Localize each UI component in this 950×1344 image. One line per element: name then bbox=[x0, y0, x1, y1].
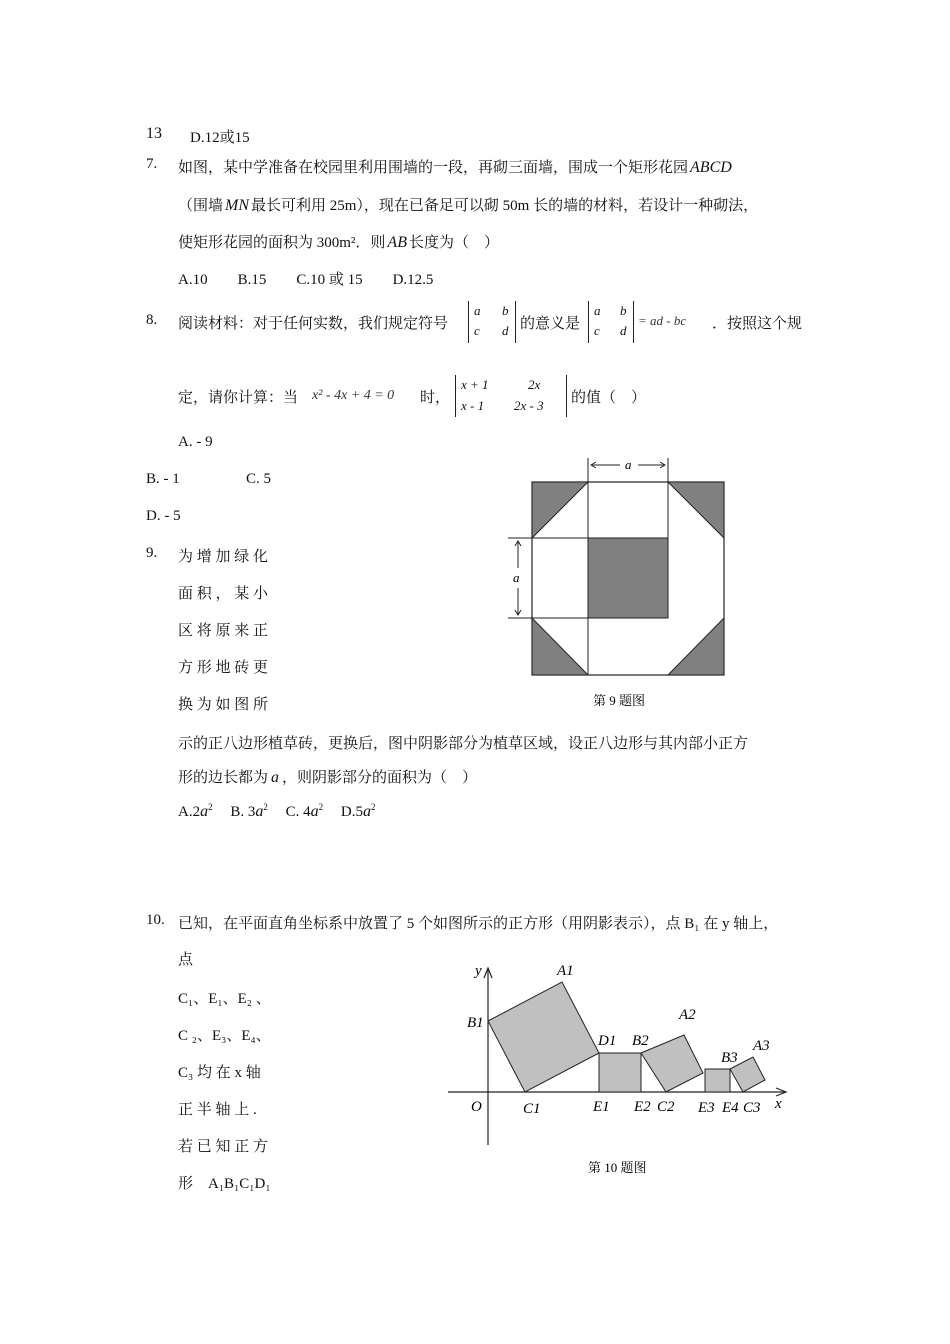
fig10-label-e2: E2 bbox=[634, 1099, 651, 1115]
fig10-label-d1: D1 bbox=[598, 1033, 617, 1049]
det3-b: 2x bbox=[528, 377, 541, 392]
fig10-label-y: y bbox=[475, 963, 482, 979]
fig10-label-a2: A2 bbox=[679, 1007, 696, 1023]
fig10-square-1 bbox=[488, 982, 599, 1092]
fig10-square-2 bbox=[599, 1053, 641, 1092]
fig10-label-c3: C3 bbox=[743, 1100, 761, 1116]
q9-var-a: a bbox=[271, 769, 280, 786]
det2-b: b bbox=[620, 303, 627, 318]
q8-line2a: 定，请你计算：当 bbox=[178, 390, 299, 406]
q10-col-5: 正 半 轴 上 . bbox=[178, 1102, 257, 1118]
q9-opt-a: $A.2a^2$ bbox=[178, 802, 213, 820]
q9-opt-b: B. $3a^2$ bbox=[230, 802, 268, 820]
fig10-caption: 第 10 题图 bbox=[588, 1160, 647, 1175]
fig10-label-e4: E4 bbox=[722, 1100, 739, 1116]
q9-col-5: 换 为 如 图 所 bbox=[178, 697, 269, 713]
q9-col-3: 区 将 原 来 正 bbox=[178, 623, 269, 639]
det1-a: a bbox=[474, 303, 481, 318]
q8-option-c: C. 5 bbox=[246, 471, 272, 487]
fig10-label-o: O bbox=[471, 1099, 482, 1115]
q7-line2b: 最长可利用 25m），现在已备足可以砌 50m 长的墙的材料，若设计一种砌法， bbox=[251, 198, 759, 214]
q8-option-a: A. - 9 bbox=[178, 434, 213, 450]
q7-line3a: 使矩形花园的面积为 300m²．则 bbox=[178, 235, 386, 251]
fig9-corner-bottom-left bbox=[532, 618, 588, 675]
q8-option-d: D. - 5 bbox=[146, 508, 181, 524]
fig10-label-x: x bbox=[775, 1096, 782, 1112]
figure-10 bbox=[440, 955, 800, 1185]
q8-definition: = ad - bc bbox=[638, 313, 687, 328]
q10-number: 10. bbox=[146, 912, 165, 928]
det1-b: b bbox=[502, 303, 509, 318]
figure-9 bbox=[500, 452, 740, 712]
q9-col-2: 面 积 ， 某 小 bbox=[178, 586, 269, 602]
fig10-label-a1: A1 bbox=[557, 963, 574, 979]
fig9-corner-top-left bbox=[532, 482, 588, 538]
q7-line2a: （围墙 bbox=[178, 198, 224, 214]
q9-line7a: 形的边长都为 bbox=[178, 770, 269, 786]
q8-text3: ．按照这个规 bbox=[712, 316, 803, 332]
fig9-inner-square bbox=[588, 538, 668, 618]
det3-c: x - 1 bbox=[461, 398, 485, 413]
fig10-label-b1: B1 bbox=[467, 1015, 484, 1031]
q9-number: 9. bbox=[146, 545, 158, 561]
fig10-label-e1: E1 bbox=[593, 1099, 610, 1115]
q9-line7b: ，则阴影部分的面积为（ ） bbox=[282, 770, 478, 786]
q8-determinant-1 bbox=[468, 301, 516, 343]
q9-col-1: 为 增 加 绿 化 bbox=[178, 549, 269, 565]
q8-line2b: 时， bbox=[420, 390, 451, 406]
fig10-label-c2: C2 bbox=[657, 1099, 675, 1115]
prev-option-d: D.12或15 bbox=[190, 130, 250, 146]
q7-line3b: 长度为（ ） bbox=[408, 235, 499, 251]
q7-line1 bbox=[178, 156, 732, 177]
q9-options bbox=[178, 802, 375, 821]
det2-d: d bbox=[620, 323, 627, 338]
q10-col-6: 若 已 知 正 方 bbox=[178, 1139, 269, 1155]
q7-var-abcd: ABCD bbox=[690, 159, 732, 176]
q7-var-ab: AB bbox=[387, 234, 407, 251]
q9-opt-d: $D.5a^2$ bbox=[340, 802, 376, 820]
q10-col-4: C₃ 均 在 x 轴 bbox=[178, 1065, 261, 1081]
fig9-label-left: a bbox=[513, 570, 520, 585]
fig10-label-e3: E3 bbox=[698, 1100, 715, 1116]
det2-c: c bbox=[594, 323, 600, 338]
q8-number: 8. bbox=[146, 312, 158, 328]
fig9-corner-top-right bbox=[668, 482, 724, 538]
det1-c: c bbox=[474, 323, 480, 338]
q9-line6: 示的正八边形植草砖，更换后，图中阴影部分为植草区域，设正八边形与其内部小正方 bbox=[178, 736, 749, 752]
q9-opt-c: C. $4a^2$ bbox=[285, 802, 324, 820]
q7-line2 bbox=[178, 194, 758, 215]
det3-d: 2x - 3 bbox=[514, 398, 544, 413]
q8-condition: x² - 4x + 4 = 0 bbox=[312, 388, 395, 403]
fig9-caption: 第 9 题图 bbox=[593, 693, 646, 708]
fig10-label-a3: A3 bbox=[753, 1038, 770, 1054]
fig10-square-4 bbox=[705, 1069, 730, 1092]
q8-text2: 的意义是 bbox=[520, 316, 581, 332]
q8-option-b: B. - 1 bbox=[146, 471, 180, 487]
fig10-label-c1: C1 bbox=[523, 1101, 541, 1117]
prev-option-fragment: 13 bbox=[146, 125, 162, 142]
q8-text1: 阅读材料：对于任何实数，我们规定符号 bbox=[178, 316, 449, 332]
q8-line2c: 的值（ ） bbox=[571, 390, 647, 406]
fig10-label-b2: B2 bbox=[632, 1033, 649, 1049]
q7-line1-text: 如图，某中学准备在校园里利用围墙的一段，再砌三面墙，围成一个矩形花园 bbox=[178, 160, 689, 176]
q9-line7 bbox=[178, 766, 477, 787]
q7-options: A.10 B.15 C.10 或 15 D.12.5 bbox=[178, 272, 434, 288]
q10-col-7: 形 A₁B₁C₁D₁ bbox=[178, 1176, 271, 1192]
det1-d: d bbox=[502, 323, 509, 338]
q10-col-2: C₁、E₁、E₂ 、 bbox=[178, 991, 271, 1007]
q7-line3 bbox=[178, 231, 499, 252]
fig9-label-top: a bbox=[625, 457, 632, 472]
fig9-corner-bottom-right bbox=[668, 618, 724, 675]
q9-col-4: 方 形 地 砖 更 bbox=[178, 660, 269, 676]
det2-a: a bbox=[594, 303, 601, 318]
fig10-square-3 bbox=[641, 1035, 703, 1092]
q8-determinant-2 bbox=[588, 301, 634, 343]
q10-line1: 已知，在平面直角坐标系中放置了 5 个如图所示的正方形（用阴影表示），点 B₁ 在 y 轴上， bbox=[178, 916, 779, 932]
q10-col-1: 点 bbox=[178, 952, 194, 968]
q8-determinant-3 bbox=[455, 375, 567, 417]
q7-var-mn: MN bbox=[225, 197, 250, 214]
fig10-label-b3: B3 bbox=[721, 1050, 738, 1066]
q7-number: 7. bbox=[146, 156, 158, 172]
det3-a: x + 1 bbox=[461, 377, 489, 392]
q10-col-3: C ₂、E₃、E₄、 bbox=[178, 1028, 271, 1044]
